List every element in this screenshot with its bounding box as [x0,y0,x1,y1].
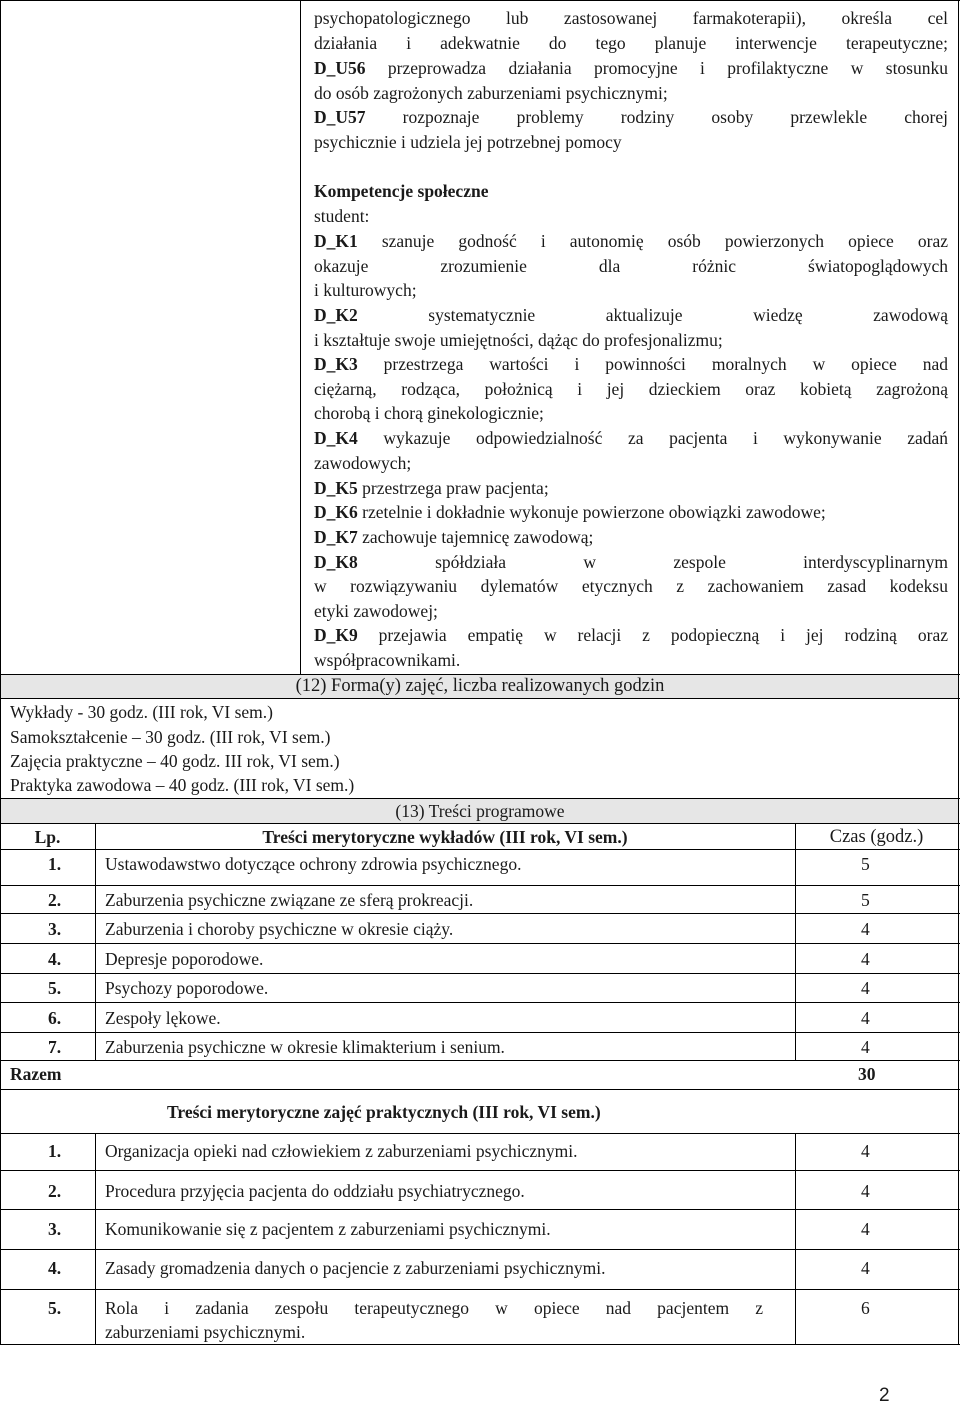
row-lp: 5. [48,1298,62,1318]
competence-line [314,229,948,253]
row-text: Zaburzenia psychiczne związane ze sferą prokreacji. [105,890,474,910]
competence-text: szanuje godność i autonomię osób powierzonych opiece oraz [357,231,948,251]
skill-code: D_U56 [314,58,366,78]
page-number: 2 [879,1385,890,1406]
competence-code: D_K3 [314,354,358,374]
competence-line [314,303,948,327]
column-divider [300,0,301,674]
hline [0,1002,960,1003]
row-lp: 3. [48,1219,62,1239]
row-hours: 4 [861,1141,870,1161]
hline [0,823,960,824]
hline [0,1344,960,1345]
competence-line [314,476,549,500]
competence-line: i kulturowych; [314,280,417,300]
row-hours: 4 [861,1181,870,1201]
vline-time [795,1133,796,1345]
competence-line: ciężarną, rodząca, położnicą i jej dzieckiem oraz kobietą zagrożoną [314,379,948,399]
competence-text: wykazuje odpowiedzialność za pacjenta i wykonywanie zadań [357,428,948,448]
row-text: Zespoły lękowe. [105,1008,221,1028]
row-text: Organizacja opieki nad człowiekiem z zaburzeniami psychicznymi. [105,1141,578,1161]
row-lp: 6. [48,1008,62,1028]
competence-code: D_K9 [314,625,358,645]
competence-code: D_K5 [314,478,358,498]
row-text: Rola i zadania zespołu terapeutycznego w opiece nad pacjentem z [105,1298,763,1318]
col-time-header: Czas (godz.) [829,827,924,847]
competence-text: zachowuje tajemnicę zawodową; [357,527,594,547]
competence-line: etyki zawodowej; [314,601,438,621]
competence-line: i kształtuje swoje umiejętności, dążąc do profesjonalizmu; [314,330,723,350]
row-text: Zaburzenia i choroby psychiczne w okresie ciąży. [105,919,454,939]
form-line: Zajęcia praktyczne – 40 godz. III rok, VI sem.) [10,751,340,771]
hline [0,973,960,974]
row-text: Procedura przyjęcia pacjenta do oddziału psychiatrycznego. [105,1181,525,1201]
competence-line: współpracownikami. [314,650,461,670]
col-lp-header: Lp. [34,827,61,847]
competence-code: D_K4 [314,428,358,448]
section12-header: (12) Forma(y) zajęć, liczba realizowanych godzin [295,676,665,696]
hline [0,1289,960,1290]
competence-code: D_K1 [314,231,358,251]
row-text: Komunikowanie się z pacjentem z zaburzeniami psychicznymi. [105,1219,551,1239]
skill-line: psychicznie i udziela jej potrzebnej pomocy [314,132,622,152]
hline [0,885,960,886]
row-hours: 4 [861,1037,870,1057]
row-hours: 4 [861,1258,870,1278]
total-value: 30 [858,1064,876,1084]
competence-code: D_K8 [314,552,358,572]
competence-code: D_K7 [314,527,358,547]
hline [0,1170,960,1171]
hline [0,1032,960,1033]
row-hours: 4 [861,919,870,939]
hline [0,1060,960,1061]
total-label: Razem [10,1064,62,1084]
competence-text: systematycznie aktualizuje wiedzę zawodową [357,305,948,325]
skill-line [314,105,948,129]
competence-line: zawodowych; [314,453,412,473]
practical-header: Treści merytoryczne zajęć praktycznych (III rok, VI sem.) [167,1102,601,1122]
competence-line [314,426,948,450]
row-hours: 4 [861,1219,870,1239]
skill-line [314,56,948,80]
hline [0,913,960,914]
row-hours: 5 [861,890,870,910]
row-text: Zaburzenia psychiczne w okresie klimakterium i senium. [105,1037,505,1057]
competence-text: rzetelnie i dokładnie wykonuje powierzone obowiązki zawodowe; [357,502,826,522]
competence-line [314,623,948,647]
competence-line: chorobą i chorą ginekologicznie; [314,403,544,423]
competence-line [314,500,826,524]
border-top [0,0,960,1]
vline-lp [95,1133,96,1345]
row-text: Psychozy poporodowe. [105,978,269,998]
competence-line: okazuje zrozumienie dla różnic światopoglądowych [314,256,948,276]
row-text: Zasady gromadzenia danych o pacjencie z zaburzeniami psychicznymi. [105,1258,606,1278]
section13-header: (13) Treści programowe [395,801,565,821]
vline-lp [95,823,96,1060]
hline [0,1209,960,1210]
col-content-header: Treści merytoryczne wykładów (III rok, VI sem.) [262,827,628,847]
competence-text: spółdziała w zespole interdyscyplinarnym [357,552,948,572]
row-lp: 2. [48,890,62,910]
row-hours: 4 [861,978,870,998]
form-line: Samokształcenie – 30 godz. (III rok, VI sem.) [10,727,331,747]
competence-line [314,352,948,376]
row-hours: 6 [861,1298,870,1318]
competence-text: przestrzega wartości i powinności moralnych w opiece nad [357,354,948,374]
skill-text: rozpoznaje problemy rodziny osoby przewlekle chorej [365,107,948,127]
border-left [0,0,1,1345]
row-hours: 4 [861,1008,870,1028]
row-lp: 7. [48,1037,62,1057]
skill-code: D_U57 [314,107,366,127]
row-text: zaburzeniami psychicznymi. [105,1322,306,1342]
hline [0,1133,960,1134]
vline-time [795,823,796,1060]
row-text: Ustawodawstwo dotyczące ochrony zdrowia psychicznego. [105,854,522,874]
row-lp: 2. [48,1181,62,1201]
skill-line: do osób zagrożonych zaburzeniami psychicznymi; [314,83,668,103]
competence-line [314,550,948,574]
row-text: Depresje poporodowe. [105,949,264,969]
competence-text: przestrzega praw pacjenta; [357,478,549,498]
competence-line: w rozwiązywaniu dylematów etycznych z zachowaniem zasad kodeksu [314,576,948,596]
hline [0,698,960,699]
competence-text: przejawia empatię w relacji z podopieczną i jej rodziną oraz [357,625,948,645]
row-lp: 4. [48,1258,62,1278]
row-hours: 5 [861,854,870,874]
row-lp: 1. [48,1141,62,1161]
row-lp: 4. [48,949,62,969]
row-lp: 3. [48,919,62,939]
intro-line: działania i adekwatnie do tego planuje interwencje terapeutyczne; [314,33,948,53]
competence-code: D_K6 [314,502,358,522]
form-line: Praktyka zawodowa – 40 godz. (III rok, VI sem.) [10,775,355,795]
hline [0,1089,960,1090]
border-right [958,0,959,1345]
skill-text: przeprowadza działania promocyjne i profilaktyczne w stosunku [365,58,948,78]
student-label: student: [314,206,370,226]
competences-heading: Kompetencje społeczne [314,181,489,201]
row-hours: 4 [861,949,870,969]
competence-code: D_K2 [314,305,358,325]
hline [0,849,960,850]
intro-line: psychopatologicznego lub zastosowanej farmakoterapii), określa cel [314,8,948,28]
hline [0,943,960,944]
row-lp: 5. [48,978,62,998]
competence-line [314,525,593,549]
form-line: Wykłady - 30 godz. (III rok, VI sem.) [10,702,273,722]
row-lp: 1. [48,854,62,874]
hline [0,1249,960,1250]
